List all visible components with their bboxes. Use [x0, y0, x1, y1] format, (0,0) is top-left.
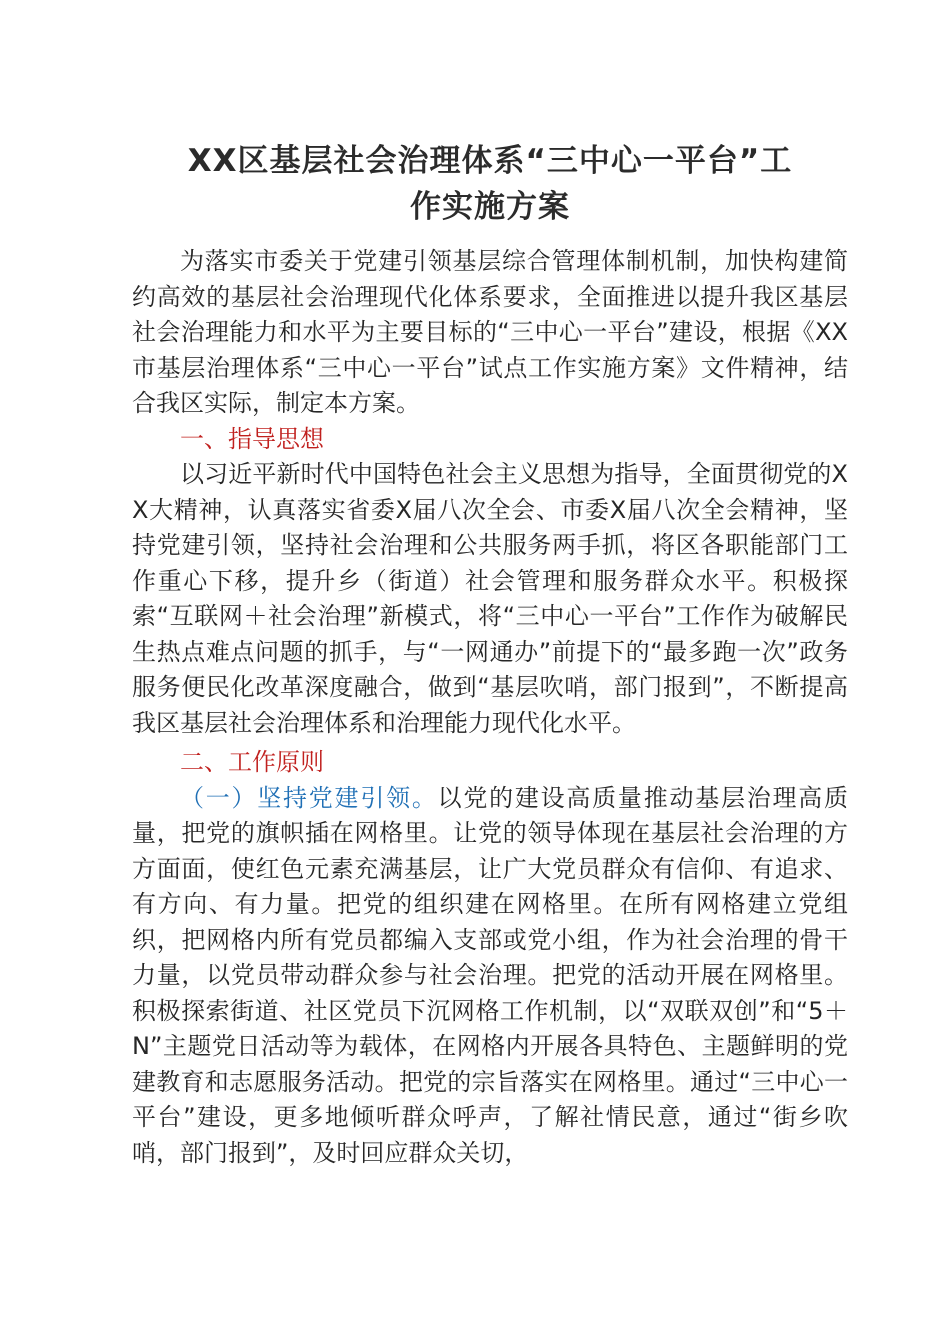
document-body [132, 244, 848, 1171]
document-page [132, 138, 848, 1171]
guiding-thought-paragraph: 以习近平新时代中国特色社会主义思想为指导，全面贯彻党的XX大精神，认真落实省委X届八次全会、市委X届八次全会精神，坚持党建引领，坚持社会治理和公共服务两手抓，将区各职能部门工作重心下移，提升乡（街道）社会管理和服务群众水平。积极探索“互联网＋社会治理”新模式，将“三中心一平台”工作作为破解民生热点难点问题的抓手，与“一网通办”前提下的“最多跑一次”政务服务便民化改革深度融合，做到“基层吹哨，部门报到”，不断提高我区基层社会治理体系和治理能力现代化水平。 [132, 460, 848, 737]
sub-heading-party-leadership: （一）坚持党建引领。 [180, 783, 438, 812]
document-title [132, 138, 848, 230]
section-heading-guiding-thought: 一、指导思想 [180, 424, 324, 453]
section-heading-work-principles: 二、工作原则 [180, 748, 324, 776]
intro-paragraph: 为落实市委关于党建引领基层综合管理体制机制，加快构建简约高效的基层社会治理现代化体系要求，全面推进以提升我区基层社会治理能力和水平为主要目标的“三中心一平台”建设，根据《XX市基层治理体系“三中心一平台”试点工作实施方案》文件精神，结合我区实际，制定本方案。 [132, 247, 848, 417]
party-leadership-text: 以党的建设高质量推动基层治理高质量，把党的旗帜插在网格里。让党的领导体现在基层社会治理的方方面面，使红色元素充满基层，让广大党员群众有信仰、有追求、有方向、有力量。把党的组织建在网格里。在所有网格建立党组织，把网格内所有党员都编入支部或党小组，作为社会治理的骨干力量，以党员带动群众参与社会治理。把党的活动开展在网格里。积极探索街道、社区党员下沉网格工作机制，以“双联双创”和“5＋N”主题党日活动等为载体，在网格内开展各具特色、主题鲜明的党建教育和志愿服务活动。把党的宗旨落实在网格里。通过“三中心一平台”建设，更多地倾听群众呼声，了解社情民意，通过“街乡吹哨，部门报到”，及时回应群众关切， [132, 783, 849, 1167]
party-leadership-paragraph [132, 781, 848, 1172]
document-title-line1: XX区基层社会治理体系“三中心一平台”工 [187, 143, 793, 179]
document-title-line2: 作实施方案 [410, 189, 570, 225]
